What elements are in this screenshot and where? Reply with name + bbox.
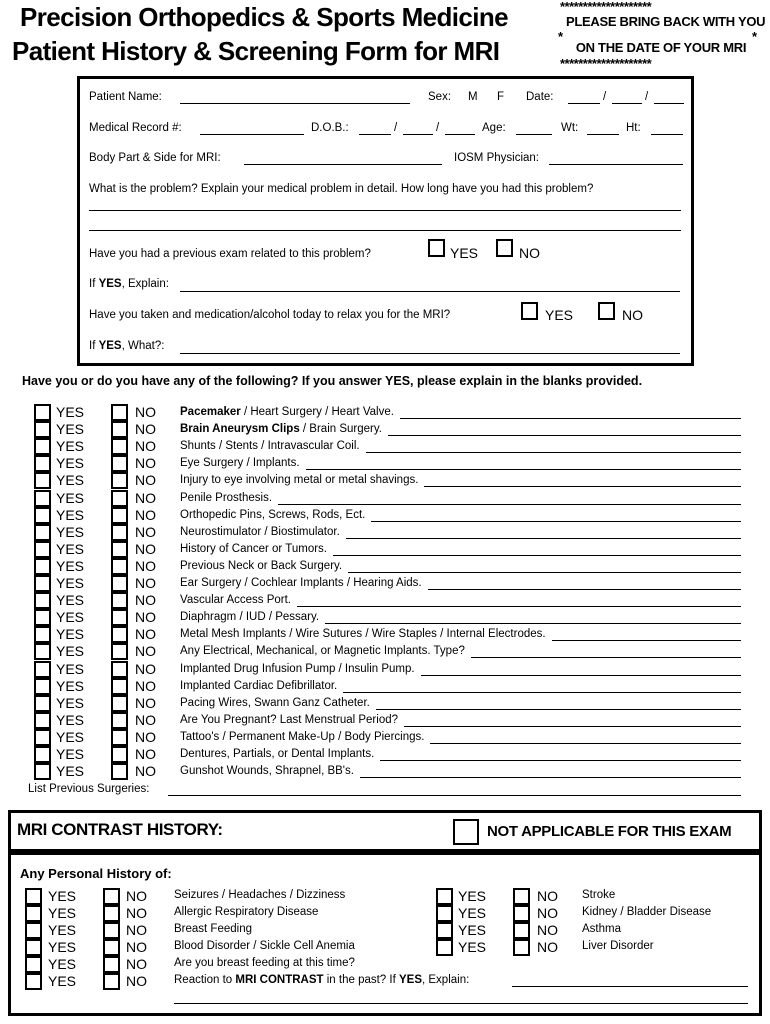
screening-item-question (180, 646, 465, 658)
screening-item-question (180, 664, 415, 676)
screening-yes-label: YES (56, 592, 85, 608)
screening-item-explain-field[interactable] (552, 640, 741, 641)
contrast-right-item: Kidney / Bladder Disease (582, 906, 712, 918)
reaction-bold: MRI CONTRAST (235, 974, 324, 986)
screening-item-question (180, 407, 394, 419)
screening-yes-label: YES (56, 541, 85, 557)
screening-item-explain-field[interactable] (380, 760, 741, 761)
screening-yes-label: YES (56, 626, 85, 642)
screening-yes-label: YES (56, 746, 85, 762)
item-text: Implanted Cardiac Defibrillator. (180, 680, 338, 692)
contrast-no-checkbox[interactable] (513, 939, 530, 956)
screening-yes-label: YES (56, 712, 85, 728)
contrast-no-checkbox[interactable] (513, 922, 530, 939)
contrast-yes-checkbox[interactable] (436, 888, 453, 905)
notice-star-left: * (558, 29, 563, 44)
body-part-field[interactable] (244, 164, 442, 165)
notice-star-right: * (752, 29, 757, 44)
contrast-left-item: Seizures / Headaches / Dizziness (174, 889, 346, 901)
screening-yes-checkbox[interactable] (34, 472, 51, 489)
screening-no-label: NO (135, 661, 156, 677)
contrast-yes-label: YES (458, 905, 487, 921)
contrast-yes-label: YES (48, 973, 77, 989)
patient-info-box (77, 76, 694, 366)
screening-yes-label: YES (56, 455, 85, 471)
date-month-field[interactable] (568, 103, 600, 104)
screening-yes-checkbox[interactable] (34, 558, 51, 575)
what-suffix: , What?: (121, 340, 165, 352)
contrast-yes-label: YES (48, 888, 77, 904)
screening-yes-label: YES (56, 643, 85, 659)
screening-yes-label: YES (56, 490, 85, 506)
screening-yes-checkbox[interactable] (34, 609, 51, 626)
item-text: Ear Surgery / Cochlear Implants / Hearing Aids. (180, 577, 422, 589)
screening-no-label: NO (135, 455, 156, 471)
screening-yes-label: YES (56, 575, 85, 591)
screening-no-label: NO (135, 592, 156, 608)
screening-yes-label: YES (56, 438, 85, 454)
screening-item-question (180, 510, 365, 522)
screening-yes-checkbox[interactable] (34, 661, 51, 678)
contrast-yes-label: YES (458, 888, 487, 904)
screening-item-explain-field[interactable] (343, 692, 741, 693)
screening-item-explain-field[interactable] (430, 743, 741, 744)
screening-no-checkbox[interactable] (111, 678, 128, 695)
screening-item-explain-field[interactable] (297, 606, 741, 607)
screening-yes-label: YES (56, 421, 85, 437)
screening-no-checkbox[interactable] (111, 626, 128, 643)
contrast-no-checkbox[interactable] (103, 973, 120, 990)
item-text: Any Electrical, Mechanical, or Magnetic Implants. Type? (180, 645, 465, 657)
contrast-no-checkbox[interactable] (103, 939, 120, 956)
screening-no-checkbox[interactable] (111, 421, 128, 438)
reaction-question (174, 975, 469, 987)
screening-yes-checkbox[interactable] (34, 763, 51, 780)
screening-no-label: NO (135, 575, 156, 591)
contrast-no-label: NO (126, 956, 147, 972)
screening-item-explain-field[interactable] (278, 504, 741, 505)
reaction-prefix: Reaction to (174, 974, 236, 986)
screening-no-label: NO (135, 438, 156, 454)
contrast-heading: MRI CONTRAST HISTORY: (17, 820, 223, 839)
contrast-left-item: Are you breast feeding at this time? (174, 957, 355, 969)
screening-no-label: NO (135, 643, 156, 659)
screening-no-checkbox[interactable] (111, 490, 128, 507)
screening-item-question (180, 681, 337, 693)
age-field[interactable] (516, 134, 552, 135)
item-text: History of Cancer or Tumors. (180, 543, 327, 555)
contrast-yes-checkbox[interactable] (25, 905, 42, 922)
contrast-yes-checkbox[interactable] (25, 939, 42, 956)
screening-yes-checkbox[interactable] (34, 678, 51, 695)
screening-yes-label: YES (56, 472, 85, 488)
sex-option-f[interactable]: F (497, 91, 505, 103)
reaction-explain-field-line2[interactable] (174, 1003, 748, 1004)
screening-no-label: NO (135, 541, 156, 557)
dob-day-field[interactable] (403, 134, 433, 135)
contrast-yes-checkbox[interactable] (25, 956, 42, 973)
screening-yes-label: YES (56, 695, 85, 711)
screening-yes-checkbox[interactable] (34, 490, 51, 507)
screening-item-explain-field[interactable] (366, 452, 741, 453)
contrast-yes-label: YES (458, 922, 487, 938)
screening-yes-label: YES (56, 678, 85, 694)
contrast-yes-checkbox[interactable] (436, 922, 453, 939)
screening-no-checkbox[interactable] (111, 592, 128, 609)
contrast-no-label: NO (537, 888, 558, 904)
personal-history-label: Any Personal History of: (20, 866, 172, 881)
contrast-right-item: Stroke (582, 889, 616, 901)
if-word: If (89, 340, 96, 352)
patient-name-field[interactable] (180, 103, 410, 104)
contrast-yes-label: YES (48, 939, 77, 955)
screening-item-explain-field[interactable] (421, 675, 741, 676)
screening-item-explain-field[interactable] (346, 538, 741, 539)
previous-exam-question: Have you had a previous exam related to this problem? (89, 248, 371, 260)
screening-item-question (180, 612, 319, 624)
screening-item-question (180, 732, 424, 744)
screening-item-explain-field[interactable] (371, 521, 741, 522)
contrast-yes-checkbox[interactable] (436, 905, 453, 922)
screening-item-question (180, 424, 382, 436)
screening-yes-checkbox[interactable] (34, 643, 51, 660)
screening-no-label: NO (135, 763, 156, 779)
previous-exam-no-checkbox[interactable] (496, 239, 513, 257)
age-label: Age: (482, 122, 506, 134)
screening-item-question (180, 578, 422, 590)
weight-field[interactable] (587, 134, 619, 135)
screening-item-question (180, 561, 342, 573)
screening-no-checkbox[interactable] (111, 609, 128, 626)
contrast-no-checkbox[interactable] (513, 905, 530, 922)
contrast-no-label: NO (126, 905, 147, 921)
form-title-line1: Precision Orthopedics & Sports Medicine (20, 2, 509, 32)
contrast-no-label: NO (126, 939, 147, 955)
dob-separator: / (436, 122, 440, 134)
dob-separator: / (394, 122, 398, 134)
screening-no-checkbox[interactable] (111, 558, 128, 575)
problem-question: What is the problem? Explain your medical problem in detail. How long have you had this problem? (89, 183, 594, 195)
screening-no-checkbox[interactable] (111, 746, 128, 763)
previous-exam-no-label: NO (519, 245, 540, 261)
previous-surgeries-label: List Previous Surgeries: (28, 783, 150, 795)
item-text: Vascular Access Port. (180, 594, 291, 606)
medication-what-field[interactable] (180, 353, 680, 354)
screening-yes-label: YES (56, 404, 85, 420)
item-text: Are You Pregnant? Last Menstrual Period? (180, 714, 399, 726)
dob-label: D.O.B.: (311, 122, 349, 134)
problem-field-line1[interactable] (89, 210, 681, 211)
sex-option-m[interactable]: M (468, 91, 478, 103)
contrast-yes-label: YES (48, 956, 77, 972)
yes-word: YES (98, 340, 122, 352)
screening-item-explain-field[interactable] (404, 726, 741, 727)
item-text: Dentures, Partials, or Dental Implants. (180, 748, 375, 760)
screening-no-label: NO (135, 507, 156, 523)
screening-yes-checkbox[interactable] (34, 695, 51, 712)
screening-no-checkbox[interactable] (111, 712, 128, 729)
contrast-no-label: NO (537, 922, 558, 938)
screening-no-checkbox[interactable] (111, 763, 128, 780)
problem-field-line2[interactable] (89, 230, 681, 231)
contrast-yes-checkbox[interactable] (25, 888, 42, 905)
date-separator: / (645, 91, 649, 103)
screening-yes-label: YES (56, 763, 85, 779)
previous-surgeries-field[interactable] (168, 795, 741, 796)
contrast-yes-label: YES (48, 905, 77, 921)
screening-item-question (180, 544, 327, 556)
height-field[interactable] (651, 134, 683, 135)
form-title-line2: Patient History & Screening Form for MRI (12, 36, 500, 66)
reaction-middle: in the past? If (323, 974, 399, 986)
screening-no-label: NO (135, 472, 156, 488)
screening-item-question (180, 595, 291, 607)
screening-yes-checkbox[interactable] (34, 729, 51, 746)
screening-no-checkbox[interactable] (111, 472, 128, 489)
notice-line2: ON THE DATE OF YOUR MRI (575, 40, 747, 55)
medication-no-label: NO (622, 307, 643, 323)
screening-yes-label: YES (56, 661, 85, 677)
screening-item-question (180, 698, 370, 710)
screening-yes-label: YES (56, 524, 85, 540)
screening-yes-label: YES (56, 729, 85, 745)
contrast-no-checkbox[interactable] (103, 888, 120, 905)
notice-line1: PLEASE BRING BACK WITH YOU (566, 14, 766, 29)
contrast-no-label: NO (537, 939, 558, 955)
reaction-suffix: , Explain: (422, 974, 470, 986)
screening-no-checkbox[interactable] (111, 695, 128, 712)
screening-yes-checkbox[interactable] (34, 404, 51, 421)
screening-yes-checkbox[interactable] (34, 592, 51, 609)
contrast-no-checkbox[interactable] (103, 922, 120, 939)
screening-item-question (180, 715, 398, 727)
item-text: Implanted Drug Infusion Pump / Insulin Pump. (180, 663, 415, 675)
screening-item-question (180, 475, 418, 487)
screening-no-label: NO (135, 626, 156, 642)
screening-no-checkbox[interactable] (111, 507, 128, 524)
screening-no-checkbox[interactable] (111, 404, 128, 421)
screening-no-label: NO (135, 746, 156, 762)
contrast-no-label: NO (126, 922, 147, 938)
screening-item-explain-field[interactable] (388, 435, 741, 436)
screening-item-explain-field[interactable] (400, 418, 741, 419)
contrast-right-item: Asthma (582, 923, 621, 935)
screening-no-label: NO (135, 404, 156, 420)
physician-field[interactable] (549, 164, 683, 165)
item-text: Orthopedic Pins, Screws, Rods, Ect. (180, 509, 366, 521)
screening-yes-label: YES (56, 558, 85, 574)
explain-suffix: , Explain: (121, 278, 169, 290)
date-year-field[interactable] (654, 103, 684, 104)
screening-item-question (180, 441, 360, 453)
item-text: Tattoo's / Permanent Make-Up / Body Piercings. (180, 731, 425, 743)
screening-yes-checkbox[interactable] (34, 746, 51, 763)
yes-word: YES (98, 278, 122, 290)
screening-item-question (180, 629, 546, 641)
previous-exam-yes-label: YES (450, 245, 479, 261)
screening-item-explain-field[interactable] (333, 555, 741, 556)
item-text: Neurostimulator / Biostimulator. (180, 526, 340, 538)
screening-item-explain-field[interactable] (471, 657, 741, 658)
screening-item-explain-field[interactable] (360, 777, 741, 778)
screening-no-label: NO (135, 712, 156, 728)
not-applicable-label: NOT APPLICABLE FOR THIS EXAM (487, 823, 732, 840)
medication-yes-label: YES (545, 307, 574, 323)
screening-no-checkbox[interactable] (111, 524, 128, 541)
screening-yes-checkbox[interactable] (34, 541, 51, 558)
screening-yes-checkbox[interactable] (34, 524, 51, 541)
contrast-no-checkbox[interactable] (103, 956, 120, 973)
screening-no-label: NO (135, 421, 156, 437)
screening-no-checkbox[interactable] (111, 643, 128, 660)
screening-yes-checkbox[interactable] (34, 626, 51, 643)
contrast-no-label: NO (126, 973, 147, 989)
if-yes-what-label (89, 341, 164, 353)
contrast-left-item: Blood Disorder / Sickle Cell Anemia (174, 940, 355, 952)
item-bold-text: Brain Aneurysm Clips (180, 423, 300, 435)
screening-yes-checkbox[interactable] (34, 421, 51, 438)
contrast-yes-label: YES (458, 939, 487, 955)
item-bold-text: Pacemaker (180, 406, 241, 418)
previous-exam-yes-checkbox[interactable] (428, 239, 445, 257)
screening-item-explain-field[interactable] (348, 572, 741, 573)
date-day-field[interactable] (612, 103, 642, 104)
sex-label: Sex: (428, 91, 452, 103)
contrast-no-label: NO (537, 905, 558, 921)
not-applicable-checkbox[interactable] (453, 819, 479, 845)
contrast-yes-checkbox[interactable] (25, 922, 42, 939)
screening-no-label: NO (135, 729, 156, 745)
medication-question: Have you taken and medication/alcohol today to relax you for the MRI? (89, 309, 451, 321)
weight-label: Wt: (561, 122, 579, 134)
contrast-right-item: Liver Disorder (582, 940, 654, 952)
contrast-no-label: NO (126, 888, 147, 904)
screening-item-explain-field[interactable] (428, 589, 741, 590)
notice-stars-top: ******************** (560, 0, 652, 14)
screening-item-question (180, 527, 340, 539)
notice-stars-bottom: ******************** (560, 56, 652, 71)
reaction-explain-field[interactable] (512, 986, 748, 987)
contrast-yes-label: YES (48, 922, 77, 938)
patient-name-label: Patient Name: (89, 91, 162, 103)
screening-no-label: NO (135, 490, 156, 506)
date-separator: / (603, 91, 607, 103)
item-text: Shunts / Stents / Intravascular Coil. (180, 440, 360, 452)
contrast-yes-checkbox[interactable] (436, 939, 453, 956)
previous-exam-explain-field[interactable] (180, 291, 680, 292)
height-label: Ht: (626, 122, 641, 134)
screening-yes-checkbox[interactable] (34, 507, 51, 524)
item-text: Metal Mesh Implants / Wire Sutures / Wire Staples / Internal Electrodes. (180, 628, 546, 640)
item-text: Eye Surgery / Implants. (180, 457, 300, 469)
item-text: Pacing Wires, Swann Ganz Catheter. (180, 697, 370, 709)
physician-label: IOSM Physician: (454, 152, 539, 164)
contrast-no-checkbox[interactable] (513, 888, 530, 905)
item-text: Injury to eye involving metal or metal shavings. (180, 474, 419, 486)
if-yes-explain-label (89, 279, 169, 291)
screening-yes-checkbox[interactable] (34, 575, 51, 592)
screening-item-question (180, 766, 354, 778)
reaction-yes: YES (398, 974, 422, 986)
item-text: Penile Prosthesis. (180, 492, 273, 504)
medication-no-checkbox[interactable] (598, 302, 615, 320)
screening-item-question (180, 749, 374, 761)
screening-item-question (180, 493, 272, 505)
screening-no-label: NO (135, 609, 156, 625)
medical-record-label: Medical Record #: (89, 122, 182, 134)
medical-record-field[interactable] (200, 134, 304, 135)
screening-no-label: NO (135, 695, 156, 711)
screening-no-checkbox[interactable] (111, 661, 128, 678)
medication-yes-checkbox[interactable] (521, 302, 538, 320)
body-part-label: Body Part & Side for MRI: (89, 152, 221, 164)
screening-item-explain-field[interactable] (306, 469, 741, 470)
contrast-yes-checkbox[interactable] (25, 973, 42, 990)
item-text: / Heart Surgery / Heart Valve. (240, 406, 394, 418)
screening-no-checkbox[interactable] (111, 575, 128, 592)
screening-item-explain-field[interactable] (325, 623, 741, 624)
date-label: Date: (526, 91, 554, 103)
screening-no-checkbox[interactable] (111, 729, 128, 746)
screening-yes-label: YES (56, 609, 85, 625)
item-text: Diaphragm / IUD / Pessary. (180, 611, 320, 623)
screening-item-question (180, 458, 300, 470)
screening-no-label: NO (135, 678, 156, 694)
screening-yes-checkbox[interactable] (34, 712, 51, 729)
contrast-left-item: Breast Feeding (174, 923, 252, 935)
item-text: Previous Neck or Back Surgery. (180, 560, 343, 572)
screening-item-explain-field[interactable] (376, 709, 741, 710)
item-text: Gunshot Wounds, Shrapnel, BB's. (180, 765, 354, 777)
screening-heading: Have you or do you have any of the following? If you answer YES, please explain in the blanks provided. (22, 374, 643, 388)
if-word: If (89, 278, 96, 290)
screening-yes-checkbox[interactable] (34, 438, 51, 455)
screening-item-explain-field[interactable] (424, 486, 741, 487)
screening-no-checkbox[interactable] (111, 438, 128, 455)
dob-year-field[interactable] (445, 134, 475, 135)
screening-no-checkbox[interactable] (111, 541, 128, 558)
screening-no-label: NO (135, 558, 156, 574)
screening-no-checkbox[interactable] (111, 455, 128, 472)
dob-month-field[interactable] (359, 134, 391, 135)
contrast-left-item: Allergic Respiratory Disease (174, 906, 319, 918)
screening-yes-checkbox[interactable] (34, 455, 51, 472)
screening-yes-label: YES (56, 507, 85, 523)
screening-no-label: NO (135, 524, 156, 540)
item-text: / Brain Surgery. (299, 423, 382, 435)
contrast-no-checkbox[interactable] (103, 905, 120, 922)
